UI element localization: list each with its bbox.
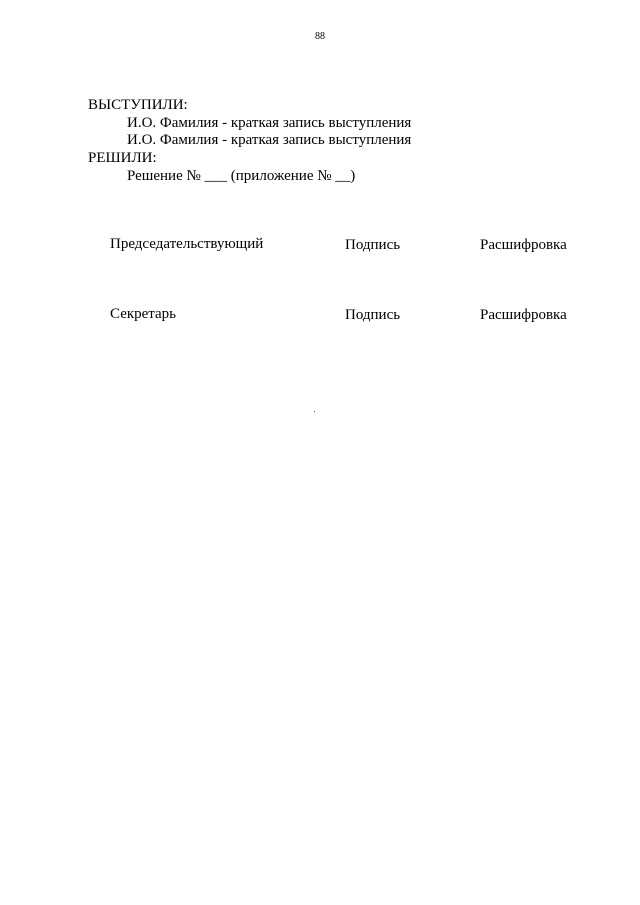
chairman-role: Председательствующий <box>110 236 264 252</box>
secretary-signature-label: Подпись <box>345 307 401 323</box>
page-number: 88 <box>315 31 325 42</box>
spoke-entry: И.О. Фамилия - краткая запись выступления <box>127 132 412 148</box>
decision-line: Решение № ___ (приложение № __) <box>127 168 356 184</box>
spoke-heading: ВЫСТУПИЛИ: <box>88 97 188 113</box>
secretary-role: Секретарь <box>110 306 177 322</box>
scan-speck <box>314 411 315 412</box>
decided-heading: РЕШИЛИ: <box>88 150 157 166</box>
chairman-decoding-label: Расшифровка <box>480 237 567 253</box>
secretary-decoding-label: Расшифровка <box>480 307 567 323</box>
chairman-signature-label: Подпись <box>345 237 401 253</box>
spoke-entry: И.О. Фамилия - краткая запись выступления <box>127 115 412 131</box>
